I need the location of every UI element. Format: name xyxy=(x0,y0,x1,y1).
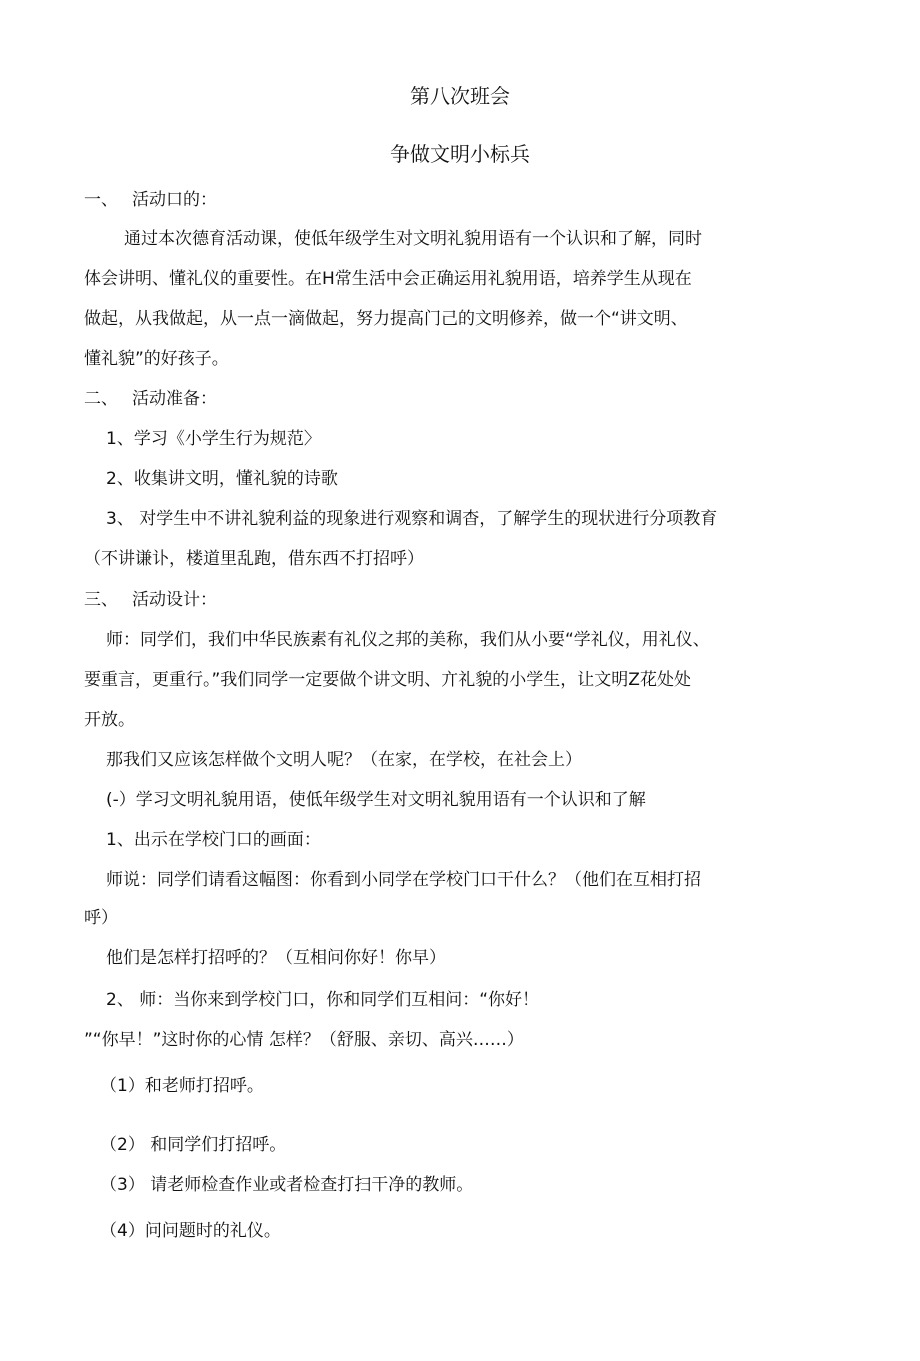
section-title: 活动口的： xyxy=(132,190,217,210)
section-heading-3 xyxy=(84,588,217,612)
paragraph-line: 呼） xyxy=(84,908,118,928)
paragraph-line: 1、出示在学校门口的画面： xyxy=(106,830,321,850)
list-item: 3、 对学生中不讲礼貌利益的现象进行观察和调杳，了解学生的现状进行分项教育 xyxy=(106,509,718,529)
paragraph-line: 开放。 xyxy=(84,710,135,730)
list-item: （4）问问题时的礼仪。 xyxy=(100,1221,281,1241)
paragraph-line: 那我们又应该怎样做个文明人呢？（在家，在学校，在社会上） xyxy=(106,750,582,770)
paragraph-line: 2、 师：当你来到学校门口，你和同学们互相问：“你好！ xyxy=(106,990,540,1010)
page-subtitle: 争做文明小标兵 xyxy=(390,142,530,166)
paragraph-line: 通过本次德育活动课，使低年级学生对文明礼貌用语有一个认识和了解，同时 xyxy=(124,229,702,249)
list-item: 2、收集讲文明，懂礼貌的诗歌 xyxy=(106,469,338,489)
section-title: 活动设计： xyxy=(132,590,217,610)
paragraph-line: 要重言，更重行。”我们同学一定要做个讲文明、亣礼貌的小学生，让文明Z花处处 xyxy=(84,670,691,690)
section-title: 活动准备： xyxy=(132,389,217,409)
paragraph-line: 懂礼貌”的好孩子。 xyxy=(84,349,229,369)
list-item: （1）和老师打招呼。 xyxy=(100,1076,264,1096)
list-item: （3） 请老师检查作业或者检查打扫干净的教师。 xyxy=(100,1175,474,1195)
list-item: 1、学习《小学生行为规范〉 xyxy=(106,429,321,449)
section-heading-1 xyxy=(84,188,217,212)
list-item: （2） 和同学们打招呼。 xyxy=(100,1135,287,1155)
section-number: 三、 xyxy=(84,590,118,610)
paragraph-line: 他们是怎样打招呼的？（互相问你好！你早） xyxy=(106,948,446,968)
paragraph-line: 体会讲明、懂礼仪的重要性。在H常生活中会正确运用礼貌用语，培养学生从现在 xyxy=(84,269,692,289)
paragraph-line: (-）学习文明礼貌用语，使低年级学生对文明礼貌用语有一个认识和了解 xyxy=(106,790,646,810)
page-title: 第八次班会 xyxy=(410,84,510,108)
section-number: 一、 xyxy=(84,190,118,210)
paragraph-line: 师：同学们，我们中华民族素有礼仪之邦的美称，我们从小要“学礼仪，用礼仪、 xyxy=(106,630,710,650)
paragraph-line: 师说：同学们请看这幅图：你看到小同学在学校门口干什么？（他们在互相打招 xyxy=(106,870,701,890)
paragraph-line: 做起，从我做起，从一点一滴做起，努力提高门己的文明修养，做一个“讲文明、 xyxy=(84,309,688,329)
section-number: 二、 xyxy=(84,389,118,409)
list-item: （不讲谦讣，楼道里乱跑，借东西不打招呼） xyxy=(84,549,424,569)
section-heading-2 xyxy=(84,387,217,411)
paragraph-line: ”“你早！”这时你的心情 怎样？（舒服、亲切、高兴……） xyxy=(84,1030,524,1050)
